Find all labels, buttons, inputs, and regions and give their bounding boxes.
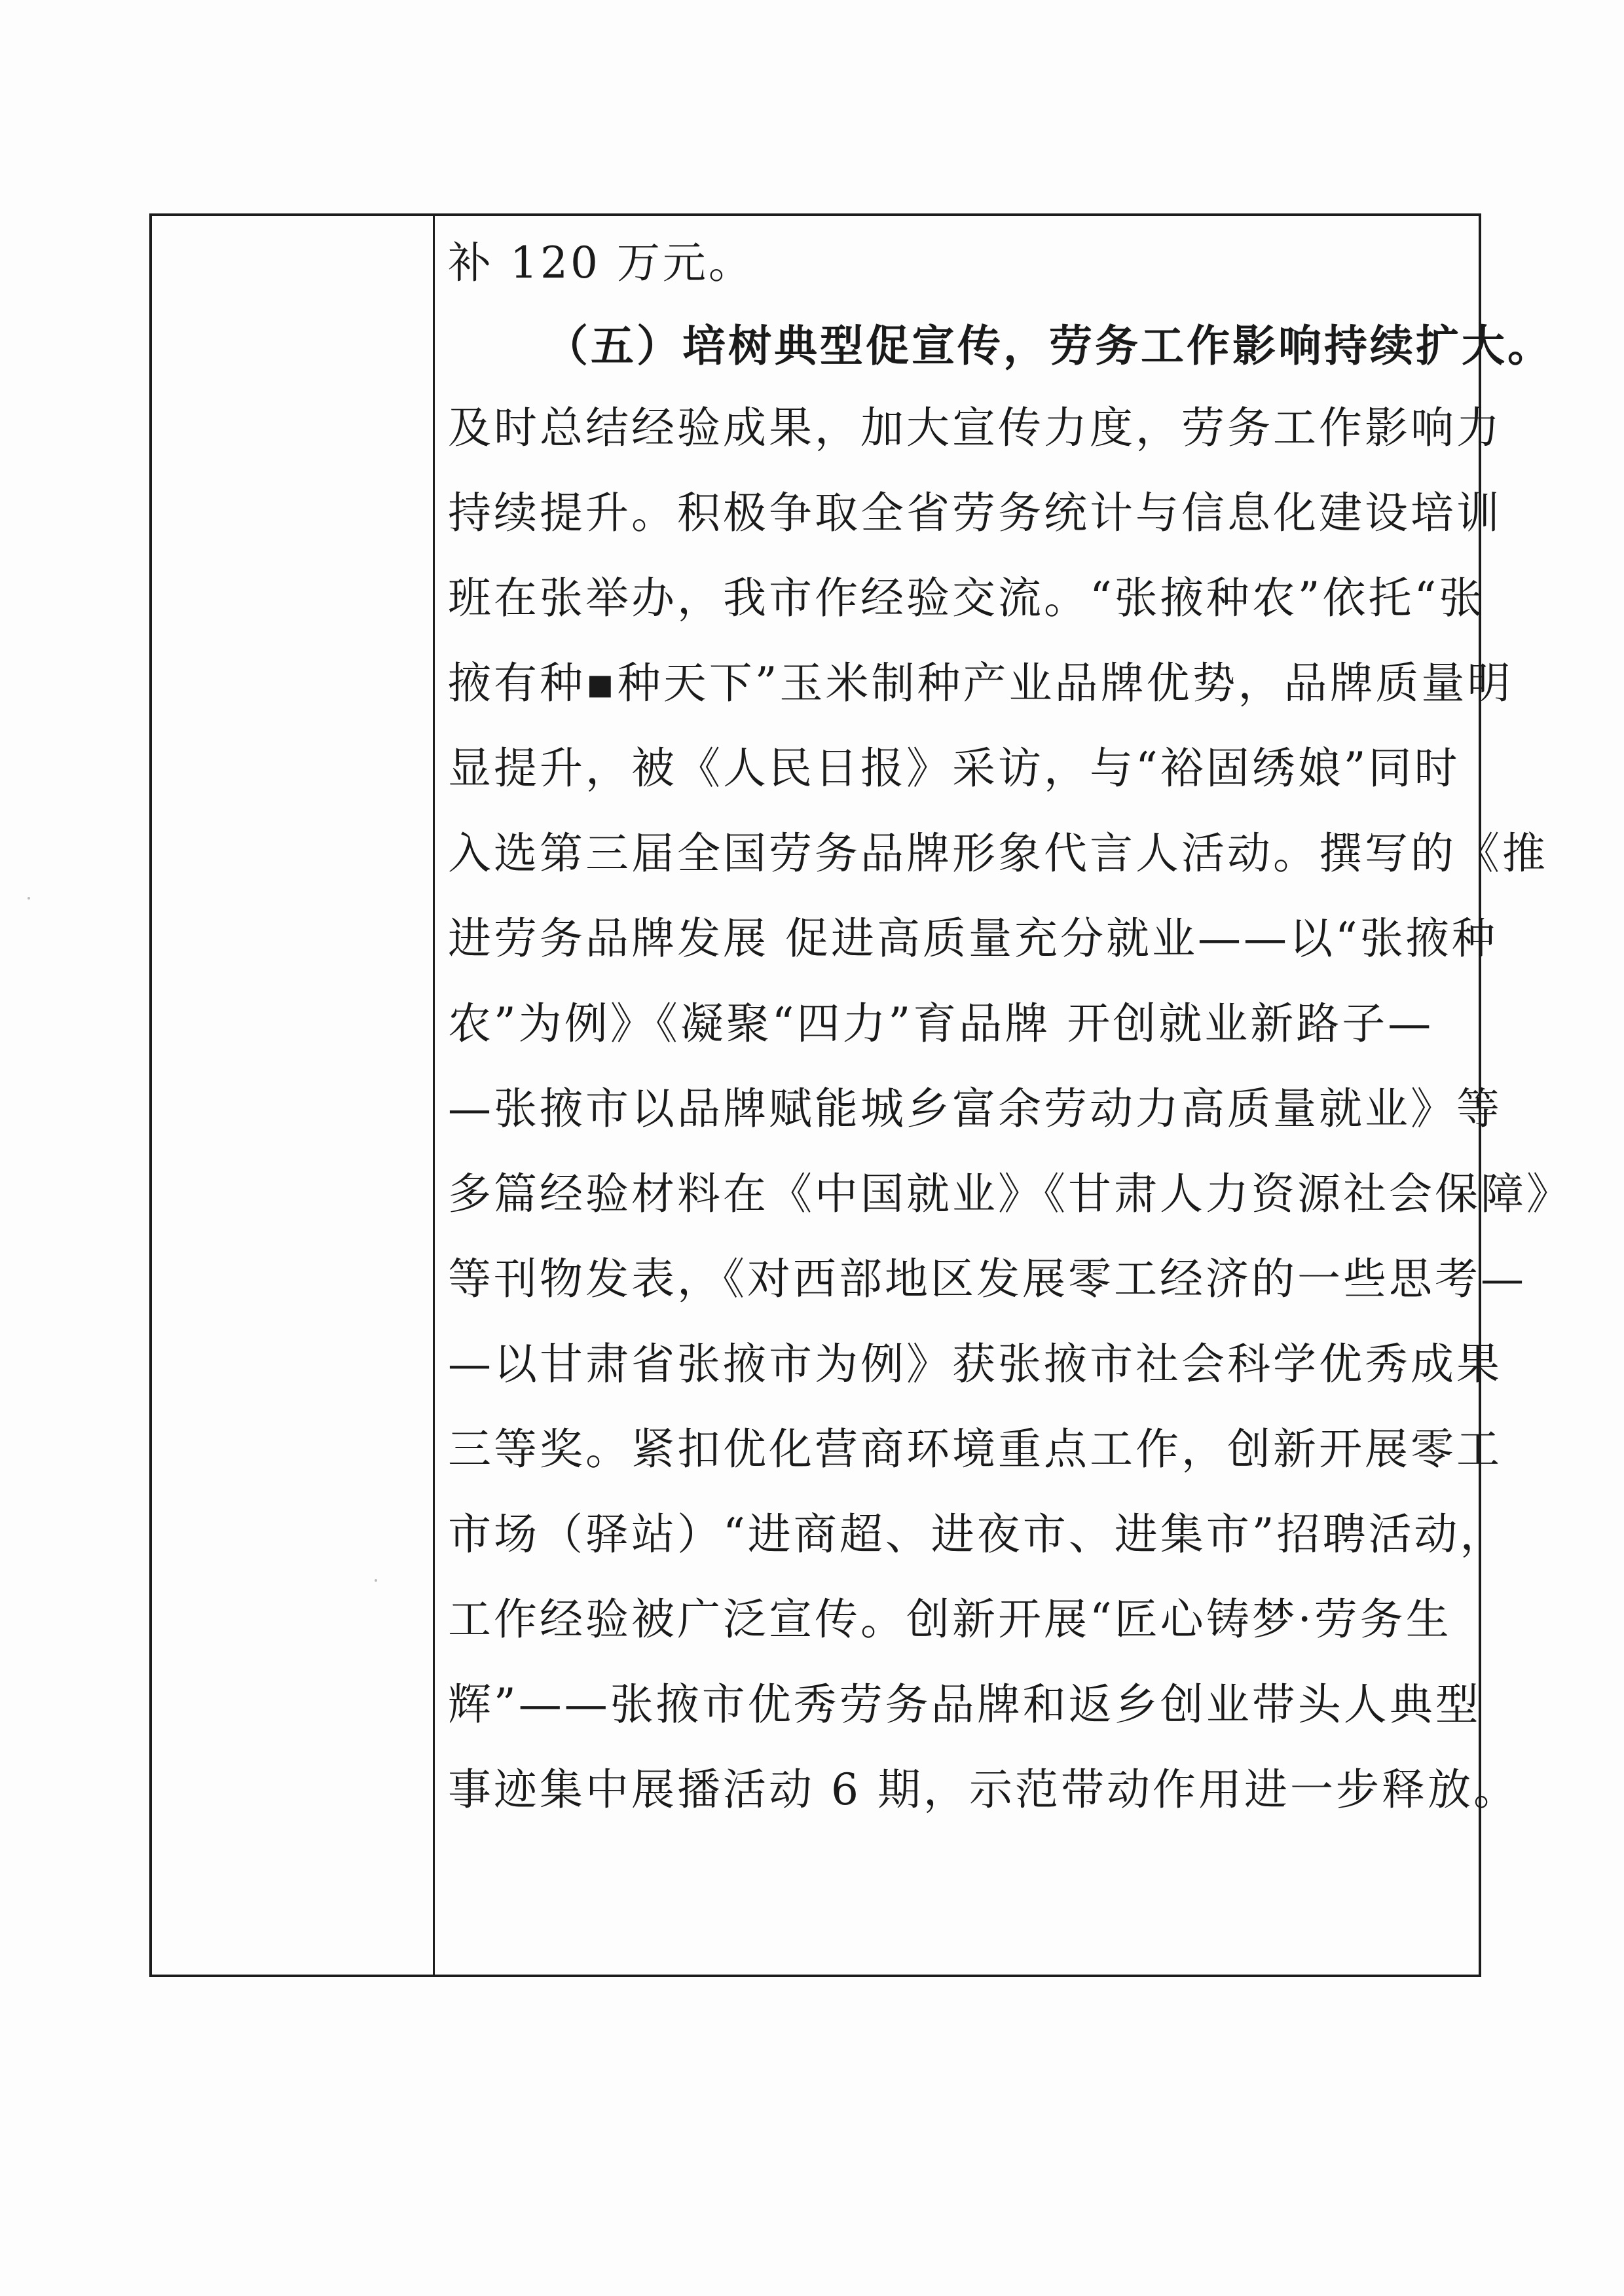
text-line: 及时总结经验成果，加大宣传力度，劳务工作影响力: [448, 403, 1502, 453]
text-line: 进劳务品牌发展 促进高质量充分就业——以“张掖种: [448, 913, 1498, 964]
text-line: 多篇经验材料在《中国就业》《甘肃人力资源社会保障》: [448, 1169, 1572, 1219]
text-line: 补 120 万元。: [448, 238, 754, 288]
text-line: —张掖市以品牌赋能城乡富余劳动力高质量就业》等: [448, 1084, 1502, 1134]
text-line: 班在张举办，我市作经验交流。“张掖种农”依托“张: [448, 573, 1485, 623]
text-line: 掖有种▪种天下”玉米制种产业品牌优势，品牌质量明: [448, 658, 1513, 708]
form-table: [149, 213, 1572, 1977]
text-line: 等刊物发表，《对西部地区发展零工经济的一些思考—: [448, 1254, 1526, 1304]
text-line: 工作经验被广泛宣传。创新开展“匠心铸梦·劳务生: [448, 1594, 1452, 1645]
text-line: 事迹集中展播活动 6 期，示范带动作用进一步释放。: [448, 1764, 1519, 1815]
text-line: —以甘肃省张掖市为例》获张掖市社会科学优秀成果: [448, 1339, 1502, 1389]
section-heading: （五）培树典型促宣传，劳务工作影响持续扩大。: [545, 320, 1553, 371]
text-line: 显提升，被《人民日报》采访，与“裕固绣娘”同时: [448, 743, 1460, 793]
scan-speck: [28, 897, 30, 900]
text-line: 三等奖。紧扣优化营商环境重点工作，创新开展零工: [448, 1424, 1502, 1474]
text-line: 农”为例》《凝聚“四力”育品牌 开创就业新路子—: [448, 998, 1434, 1049]
text-line: 辉”——张掖市优秀劳务品牌和返乡创业带头人典型: [448, 1679, 1481, 1730]
text-line: 入选第三届全国劳务品牌形象代言人活动。撰写的《推: [448, 828, 1548, 879]
text-line: 持续提升。积极争取全省劳务统计与信息化建设培训: [448, 488, 1502, 538]
table-label-column: [152, 216, 435, 1975]
text-line: 市场（驿站）“进商超、进夜市、进集市”招聘活动，: [448, 1509, 1506, 1559]
